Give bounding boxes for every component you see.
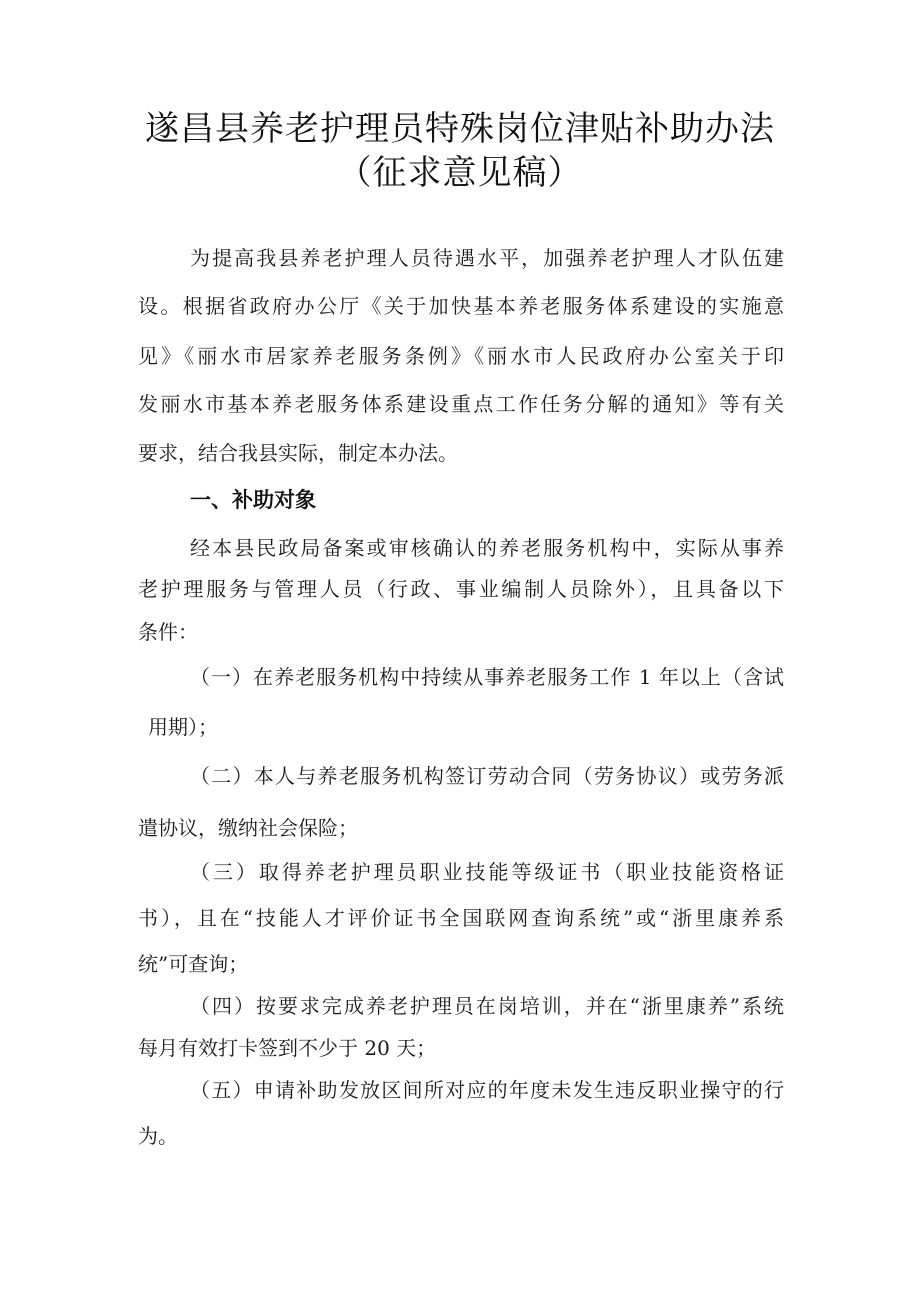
condition-line: （四）按要求完成养老护理员在岗培训，并在“浙里康养”系统 — [190, 994, 784, 1018]
intro-line: 见》《丽水市居家养老服务条例》《丽水市人民政府办公室关于印 — [138, 344, 784, 368]
condition-line: 为。 — [138, 1124, 178, 1148]
condition-line: （三）取得养老护理员职业技能等级证书（职业技能资格证 — [190, 860, 784, 884]
condition-line: （二）本人与养老服务机构签订劳动合同（劳务协议）或劳务派 — [190, 764, 784, 788]
intro-line: 为提高我县养老护理人员待遇水平，加强养老护理人才队伍建 — [190, 246, 784, 270]
condition-line: 每月有效打卡签到不少于 20 天； — [138, 1036, 437, 1060]
condition-line: 用期）； — [148, 715, 218, 739]
section-body-line: 经本县民政局备案或审核确认的养老服务机构中，实际从事养 — [190, 536, 784, 560]
section-body-line: 条件： — [138, 620, 198, 644]
intro-line: 设。根据省政府办公厅《关于加快基本养老服务体系建设的实施意 — [138, 294, 784, 318]
condition-line: （一）在养老服务机构中持续从事养老服务工作 1 年以上（含试 — [190, 665, 784, 689]
document-title: 遂昌县养老护理员特殊岗位津贴补助办法 — [145, 109, 775, 149]
section-body-line: 老护理服务与管理人员（行政、事业编制人员除外），且具备以下 — [138, 577, 784, 601]
intro-line: 要求，结合我县实际，制定本办法。 — [138, 441, 458, 465]
section-heading: 一、补助对象 — [190, 488, 316, 512]
condition-line: 统”可查询； — [138, 952, 249, 976]
intro-line: 发丽水市基本养老服务体系建设重点工作任务分解的通知》等有关 — [138, 392, 784, 416]
document-subtitle: （征求意见稿） — [337, 153, 583, 193]
condition-line: 书），且在“技能人才评价证书全国联网查询系统”或“浙里康养系 — [138, 906, 784, 930]
condition-line: （五）申请补助发放区间所对应的年度未发生违反职业操守的行 — [190, 1078, 784, 1102]
condition-line: 遣协议，缴纳社会保险； — [138, 816, 358, 840]
